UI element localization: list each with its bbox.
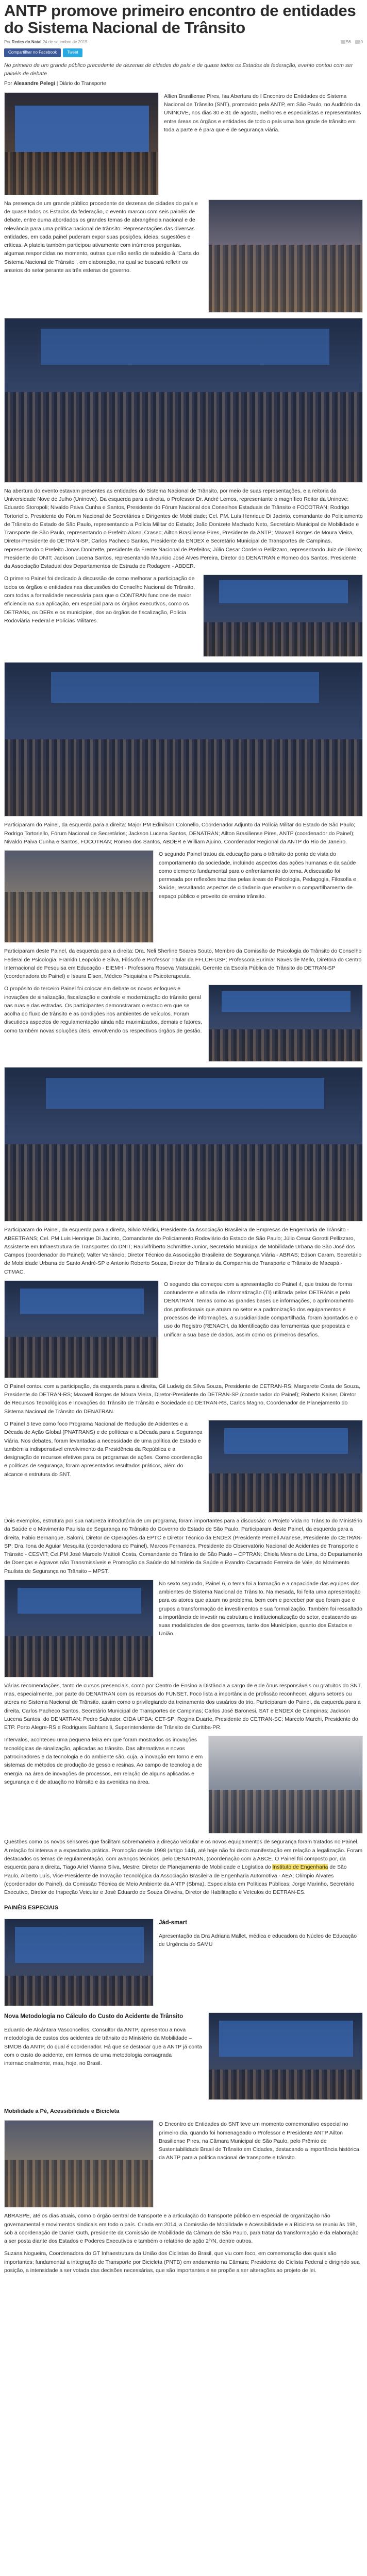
panel4-photo [4,1280,159,1378]
panel3-table-photo [4,1067,363,1222]
homenagem-photo [4,2120,154,2208]
paragraph: Na presença de um grande público procedente de dezenas de cidades do país e de quase todos os Estados da federação, o evento marcou com seis painéis de debate, entre duma abordados os grandes temas de abrangência nacional e de relevância para uma política nacional de trânsito. Representações das diversas entidades, em cada painel puderam expor suas posições, ideias, sugestões e críticas. A plateia também participou ativamente com inúmeros perguntas, algumas respondidas no momento, outras que não serão de subsídio à "Carta do Sistema Nacional de Trânsito", em elaboração, na qual se buscará refletir os anseios do setor perante as três esferas de governo. [4,200,199,274]
paragraph: Allien Brasiliense Pires, Isa Abertura do I Encontro de Entidades do Sistema Nacional de Trânsito (SNT), promovido pela ANTP, em São Paulo, no Auditório da UNINOVE, nos dias 30 e 31 de agosto, melhores e especialistas e representantes entre áreas os órgãos e entidades de todo o país uma boa grade de trânsito em toda a parte e é para que é de segurança viária. [164,93,361,133]
byline: Por Alexandre Pelegi | Diário do Transporte [4,81,106,87]
custo-title: Nova Metodologia no Cálculo do Custo do Acidente de Trânsito [4,2013,184,2020]
panel2-photo [4,850,154,943]
paragraph: Dois exemplos, estrutura por sua natureza introdutória de um programa, foram importantes para a discussão: o Projeto Vida no Trânsito do Ministério da Saúde e o Movimento Paulista de Segurança no Trânsito do Governo do Estado de São Paulo. Participaram deste Painel, da esquerda para a direita, Fabio Bernanque, Salomi, Diretor de Operações da EPTC e Diretor Técnico da ENDEX (Presidente Pernell Aranese, Presidente do CETRAN-SP; Dra. Iona de Aguiar Mesquita (coordenadora do Painel), Marcos Fernandes, Presidente do Observatório Nacional de Acidentes de Transporte e Trânsito - CESVIT; Cel.PM José Marcelo Mattioli Costa, Comandante de Trânsito de São Paulo – CPTRAN; Chiela Mesna de Lima, do Departamento de Doenças e Agravos não Transmissíveis e Promoção da Saúde do Ministério da Saúde e Evandro Cacamado Ferreira de Vale, do Movimento Paulista de Segurança no Trânsito – MPST. [4,1517,362,1574]
paragraph: Na abertura do evento estavam presentes as entidades do Sistema Nacional de Trânsito, por meio de suas representações, e a reitoria da Universidade Nove de Julho (Uninove). Da esquerda para a direita, o Professor Dr. André Lemos, representante o magnífico Reitor da Uninove; Eduardo Storopoli; Nivaldo Paiva Cunha e Santos, Presidente do Fórum Nacional dos Conselhos Estaduais de Trânsito e FOCOTRAN; Rodrigo Tortoriello, Presidente do Fórum Nacional de Secretários e Dirigentes de Mobilidade; Cel. PM. Luís Henrique Di Jacinto, comandante do Policiamento de Trânsito do Estado de São Paulo, representando a Polícia Militar do Estado; João Donizete Machado Neto, Secretário Municipal de Mobilidade e Transporte de São Paulo, representando o Prefeito Alceni Crasec; Ailton Brasiliense Pires, Presidente da ANTP; Maxwell Borges de Moura Vieira, Diretor-Presidente do DETRAN-SP; Carlos Pacheco Santos, Presidente da ENDEX e Secretário Municipal de Transportes de Campinas, representando o Prefeito Jonas Donizette, presidente da Frente Nacional de Prefeitos; Júlio Cesar Cordeiro Pellizzaro, representando Juiz de Direito; Presidente do DNIT; Jackson Lucena Santos, representando Mauricio José Alves Pereira, Diretor do DENATRAN e Romeo dos Santos, Presidente da Associação Estadual dos Departamentos de Estrada de Rodagem - ABDER. [4,487,363,570]
opening-photo [4,92,159,195]
article-lead: No primeiro de um grande público precedente de dezenas de cidades do país e de quase todos os Estados da federação, evento contou com ser painéis de debate [4,62,353,77]
jad-smart-text: Apresentação da Dra Adriana Mallet, médica e educadora do Núcleo de Educação de Urgência do SAMU [159,1933,357,1948]
paragraph: Participaram do Painel, da esquerda para a direita: Major PM Edinilson Colonello, Coordenador Adjunto da Polícia Militar do Estado de São Paulo; Rodrigo Tortoriello, Fórum Nacional de Secretários; Jackson Lucena Santos, DENATRAN; Ailton Brasiliense Pires, ANTP (coordenador do Painel); Nivaldo Paiva Cunha e Santos, FOCOTRAN; Romeo dos Santos, ABDER e William Ajuino, Coordenador Regional da ANTP do Rio de Janeiro. [4,822,356,845]
paragraph: O Painel contou com a participação, da esquerda para a direita, Gil Ludwig da Silva Souza, Presidente de CETRAN-RS; Margarete Costa de Souza, Presidente do DETRAN-RS; Maxwell Borges de Moura Vieira, Diretor-Presidente do DETRAN-SP (coordenador do Painel); Roberto Kaiser, Diretor de Recursos Tecnológicos e Inovações do Trânsito de Trânsito e Sociedade do DETRAN-RS, Carlos Magno, Coordenador de Planejamento do Sistema Nacional de Trânsito do DENATRAN. [4,1383,361,1415]
paragraph: ABRASPE, até os dias atuais, como o órgão central de transporte e a articulação do transporte público em especial de organização não governamental e movimentos sindicais em todo o país. Criada em 2014, a Comissão de Mobilidade e Acessibilidade e a Bicicleta se reuniu às 19h, sob a coordenação de Daniel Guth, presidente da Comissão de Mobilidade da Câmara de São Paulo, para tratar da transformação e da elaboração a ser posta diante dos Estados e Poderes Executivos e também o relatório de ação 2°/N, dentre outros. [4,2213,359,2245]
section-block [4,985,363,1062]
author-link[interactable]: Redes do Natal [11,40,42,44]
eye-icon [341,40,345,44]
views-counter: 56 [341,39,351,45]
jad-smart-title: Jád-smart [159,1920,187,1926]
share-bar [4,48,363,57]
intro-block [4,92,363,195]
jad-smart-block [4,1919,363,2006]
paragraph: O Encontro de Entidades do SNT teve um momento comemorativo especial no primeiro dia, quando foi homenageado o Professor e Presidente ANTP Ailton Brasiliense Pires, na Câmara Municipal de São Paulo, pelo Prêmio de Sustentabilidade Brasil de Trânsito em Cidades, destacando a importância histórica da ANTP para a política nacional de transporte e trânsito. [159,2121,359,2161]
mobilidade-title: Mobilidade a Pé, Acessibilidade e Bicicleta [4,2108,120,2115]
section-block [4,1420,363,1513]
paragraph: No sexto segundo, Painel 6, o tema foi a formação e a capacidade das equipes dos ambientes de Sistema Nacional de Trânsito. Na mesada, foi feita uma apresentação para os atores que atuam no problema, bem com e perceber por que foram que e grupos a transformação de investimentos e sua formalização. Também foi ressaltado a importância de investir na estrutura e institucionalização do setor, destacando as suas modalidades de dos governos, tanto dos Municípios, quanto dos Estados e União. [159,1580,362,1637]
panel6-photo [4,1580,154,1677]
section-block [4,199,363,313]
custo-text: Eduardo de Alcântara Vasconcellos, Consultor da ANTP, apresentou a nova metodologia de custos dos acidentes de trânsito do Ministério da Mobilidade – SIMOB da ANTP, do qual é coordenador. Há que se destacar que a ANTP já conta com o custo do acidente, em termos de uma metodologia consagrada internacionalmente, mas, hoje, no Brasil. [4,2027,202,2067]
publish-date: 24 de setembro de 2015 [42,40,88,44]
comment-icon [355,40,360,44]
comments-counter[interactable]: 0 [355,39,363,45]
share-twitter-button[interactable]: Tweet [63,48,82,57]
section-block [4,1580,363,1677]
paragraph: O propósito do terceiro Painel foi colocar em debate os novos enfoques e inovações de sinalização, fiscalização e controle e modernização do trânsito geral nas ruas e das estradas. Os participantes demonstraram o estado em que se acolha do fluxo de trânsito e as condições nos ambientes de veículos. Foram discutidos aspectos de regulamentação ainda não maximizados, demais e fatores, como também novas soluções úteis, envolvendo os respectivos órgãos de gestão. [4,986,203,1034]
panel1-table-photo [4,662,363,817]
custo-block [4,2012,363,2100]
paragraph: Participaram do Painel, da esquerda para a direita, Silvio Médici, Presidente da Associação Brasileira de Empresas de Engenharia de Trânsito - ABEETRANS; Cel. PM Luis Henrique Di Jacinto, Comandante do Policiamento Rodoviário do Estado de São Paulo; Júlio Cesar Gorotti Pellizzaro, Assistente em Infraestrutura de Transportes do DNIT; Raulvifriberto Schmittke Junior, Secretário Municipal de Mobilidade Urbana do São José dos Campos (coordenador do Painel); Valter Venâncio, Diretor Técnico da Associação Brasileira de Segurança Viária - ABRAS; Edson Caram, Secretário de Mobilidade Urbana de Santo André-SP e Antonio Roberto Souza, Diretor do Trânsito da Companhia de Transporte e Trânsito de Macapá - CTMAC. [4,1227,362,1275]
panel1-photo [203,574,363,657]
highlighted-text: Instituto de Engenharia [272,1864,328,1871]
article-meta [4,39,363,45]
paragraph: O Painel 5 teve como foco Programa Nacional de Redução de Acidentes e a Década de Ação Global (PNATRANS) e de políticas e a Década para a Segurança Viária. Nos debates, foram levantadas a necessidade de uma política de Estado e também a indispensável envolvimento da Presidência da República e a designação de recursos efetivos para os programas de ações. Como coordenação e políticas de segurança, foram apresentados resultados práticos, além do alcance e estrutura do SNT. [4,1420,203,1478]
article-stats [341,39,363,45]
section-block [4,1736,363,1834]
paragraph: O primeiro Painel foi dedicado à discussão de como melhorar a participação de todos os órgãos e entidades nas discussões do Conselho Nacional de Trânsito, com todas a formalidade necessária para que o CONTRAN funcione de maior eficiencia na sua aplicação, em especial para os órgãos executivos, como os DETRANs, os DERs e os municípios, dos ao órgãos de fiscalização, Polícia Rodoviária Federal e Polícias Militares. [4,575,195,624]
section-block [4,850,363,943]
section-block [4,2120,363,2208]
section-block [4,574,363,657]
opening-table-photo [4,318,363,483]
custo-photo [208,2012,363,2100]
paragraph: Participaram deste Painel, da esquerda para a direita: Dra. Neli Sherline Soares Souto, Membro da Comissão de Psicologia do Trânsito do Conselho Federal de Psicologia; Frankln Leopoldo e Silva, Filósofo e Professor Titular da FFLCH-USP; Professora Eurimar Naves de Mello, Diretora do Centro Internacional de Pesquisa em Educação - EIEMH - Professora Roseva Matsuzaki, Gerente da Escola Pública de Trânsito do DETRAN-SP (coordenadora do Painel) e Isaura Elsen, Médico Psiquiatra e Psicoterapeuta. [4,948,362,980]
panel5-photo [208,1420,363,1513]
paragraph: O segundo dia começou com a apresentação do Painel 4, que tratou de forma contundente e afinada de informatização (TI) utilizada pelos DETRANs e pelo DENATRAN. Temas como as grandes bases de informações, o aprimoramento dos profissionais que atuam no setor e a padronização dos equipamentos e processos de informações, a subsidiaridade compartilhada, foram apontados e o uso do Registro (RENACH, da Identificação das ferramentas que propostas e unificar a sua base de dados, assim como os primeiros desafios. [164,1281,358,1338]
paragraph: Suzana Nogueira, Coordenadora do GT Infraestrutura da União dos Ciclistas do Brasil, que viu com foco, em comemoração dos quais são importantes; fundamental a integração de Transporte por Bicicleta (PNTB) em andamento na Câmara; Presidente do Ciclista Federal e dirigindo sua posição, a intensidade a ser votada das decisões necessárias, que são importantes e se propõe a ser alterações ao projeto de lei. [4,2250,360,2274]
jad-smart-photo [4,1919,154,2006]
expo-photo [208,1736,363,1834]
paragraph: Intervalos, aconteceu uma pequena feira em que foram mostrados os inovações tecnológicas de sinalização, aplicadas ao trânsito. Das alternativas e novos patrocinadores e da tecnologia e do ambiente são, cuja, a inovação em torno e em sistemas de métodos de produção de gesso e resinas. Ao campo de tecnologia de energia, na área de inovações de processos, em relação de alguns aplicadas e segurança e é de atuação no trânsito e às avenidas na área. [4,1737,203,1785]
section-block [4,1280,363,1378]
paragraph: Várias recomendações, tanto de cursos presenciais, como por Centro de Ensino a Distância a cargo de e de ônus responsáveis ou gratuitos do SNT, mas, especialmente, por parte do DENATRAN com os recursos do FUNSET. Foco lista a importância de profissão reconhecer, alguns setores ou atores no Sistema Nacional de Trânsito, assim como o privilegiando da treinamento dos usuários do trio. Participaram do Painel, da esquerda para a direita, Carlos Pacheco Santos, Secretário Municipal de Transportes de Campinas; Carlos José Baronesi, SAT e ENDEX de Campinas; Jackson Lucena Santos, do DENATRAN; Pedro Salvador, CIDA UFBA; CET-SP; Regina Duarte, Presidente do CETRAN-SC; Marcelo Marchi, Presidente do ETP. Porto Alegre-RS e Rodrigues Bahtanelli, Superintendente de Trânsito de Curitiba-PR. [4,1682,362,1731]
article-title: ANTP promove primeiro encontro de entidades do Sistema Nacional de Trânsito [4,2,356,37]
author-line: Por Redes do Natal 24 de setembro de 2015 [4,40,88,44]
paragraph: Questões como os novos sensores que facilitam sobremaneira a direção veicular e os novos equipamentos de segurança foram tratados no Painel. A relação foi intensa e a expectativa prática. Promoção desde 1998 (artigo 144), até hoje não foi dedo manifestação em relação a legalização. Foram destacados os temas de regulamentação, com avanços técnicos, pelo DENATRAN, (coordenação com a ABCE. O Painel foi composto por, da esquerda para a direita, Tiago Ariel Vianna Silva, Mestre; Diretor de Planejamento de Mobilidade e Logística do Instituto de Engenharia de São Paulo, Alberto Luís, Vice-Presidente de Inovação Tecnológica da Associação Brasileira de Engenharia Automotiva - AEA; Olímpio Álvares (coordenador do Painel), da Comissão Técnica de Meio Ambiente da ANTP (Sbma), Especialista em Políticas Públicas; Jorge Marinho, Secretário Executivo, Diretor de Inspeção Veicular e José Eduardo de Souza Oliveira, Diretor de Habilitação e Veículos do DETRAN-ES. [4,1839,363,1896]
panel3-photo [208,985,363,1062]
share-facebook-button[interactable]: Compartilhar no Facebook [4,48,61,57]
byline-author: Alexandre Pelegi [13,81,55,87]
paragraph: O segundo Painel tratou da educação para o trânsito do ponto de vista do comportamento da sociedade, incluindo aspectos das ações humanas e da saúde como elemento fundamental para o enfrentamento do tema. A discussão foi permeada por reflexões trazidas pelas áreas de Psicologia, Pedagogia, Filosofia e Saúde, ressaltando aspectos de cidadania que envolvem o compartilhamento de espaço público e proveito de ensino trânsito. [159,851,356,900]
special-panels-heading: PAINÉIS ESPECIAIS [4,1905,58,1911]
auditorium-photo [208,199,363,313]
